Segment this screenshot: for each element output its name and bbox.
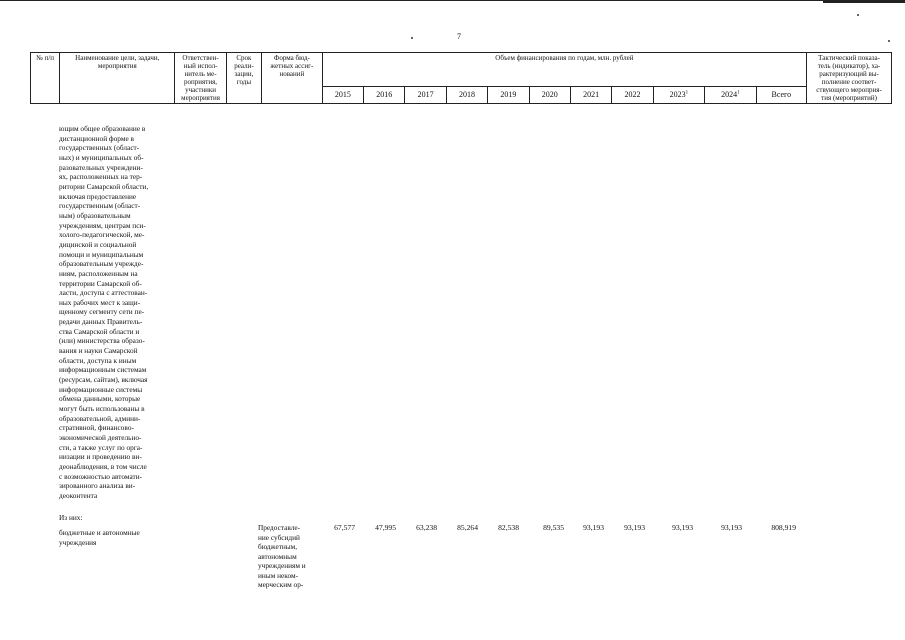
description-line: образовательным учрежде- [59, 259, 144, 269]
description-line: холого-педагогической, ме- [59, 230, 145, 240]
description-line: низации и проведению ви- [59, 452, 142, 462]
description-line: дистанционной форме в [59, 133, 134, 143]
header-year: 2015 [322, 86, 363, 103]
header-name [60, 53, 175, 104]
description-line: включая предоставление [59, 191, 137, 201]
header-form-line: жетных ассиг- [270, 62, 314, 70]
header-form-line: Форма бюд- [273, 54, 310, 62]
header-year: 2019 [488, 86, 529, 103]
description-line: информационные системы [59, 384, 143, 394]
header-form-line: нований [279, 70, 305, 78]
description-line: экономической деятельно- [59, 433, 142, 442]
description-line: ных рабочих мест к защи- [59, 297, 141, 307]
description-line: деонаблюдения, в том числе [59, 461, 147, 471]
header-total: Всего [756, 86, 807, 103]
header-name-line: мероприятия [97, 62, 137, 70]
header-indicator-line: тия (мероприятий) [821, 94, 877, 102]
header-executor [175, 53, 226, 104]
description-line: (или) министерства образо- [59, 336, 145, 346]
header-budget-form [262, 53, 323, 104]
description-line: ющим общее образование в [59, 124, 146, 133]
description-line: зированного анализа ви- [59, 481, 136, 491]
value-2024: 93,193 [721, 523, 742, 532]
row-form-line: ние субсидий [258, 532, 300, 542]
value-2020: 89,535 [543, 523, 564, 532]
description-line: ным) образовательным [59, 210, 131, 220]
description-line: деоконтента [59, 490, 98, 500]
header-term-line: годы [236, 78, 252, 86]
value-2017: 63,238 [416, 523, 437, 532]
program-table-header [30, 52, 892, 104]
value-total: 808,919 [771, 523, 796, 532]
header-year-label: 2023 [669, 90, 686, 100]
value-2019: 82,538 [498, 523, 519, 532]
row-budget-form [258, 523, 306, 590]
header-year: 2022 [612, 86, 653, 103]
description-line: (ресурсам, сайтам), включая [59, 375, 148, 385]
header-executor-line: мероприятия [181, 94, 220, 102]
row-name [59, 528, 140, 547]
value-2015: 67,577 [334, 523, 355, 532]
header-indicator [807, 53, 892, 104]
value-2023: 93,193 [672, 523, 693, 532]
header-term-line: зации, [234, 70, 254, 78]
header-year: 2020 [529, 86, 570, 103]
scan-speck [411, 37, 413, 39]
description-line: сти, а также услуг по орга- [59, 442, 143, 452]
row-name-line: бюджетные и автономные [59, 528, 140, 537]
description-line: ства Самарской области и [59, 326, 140, 336]
header-indicator-line: тель (индикатор), ха- [817, 62, 881, 70]
header-executor-line: участники [185, 86, 217, 94]
description-line: редачи данных Правитель- [59, 317, 143, 327]
top-rule [0, 0, 905, 1]
description-line: дицинской и социальной [59, 239, 137, 249]
header-year-footnoted [705, 86, 756, 103]
description-line: стративной, финансово- [59, 423, 134, 433]
header-executor-line: роприятия, [184, 78, 218, 86]
header-indicator-line: ствующего мероприя- [816, 86, 882, 94]
header-year: 2017 [405, 86, 446, 103]
description-line: учреждениям, центрам пси- [59, 220, 146, 230]
description-line: щенному сегменту сети пе- [59, 307, 145, 317]
row-form-line: Предоставле- [258, 523, 301, 532]
row-form-line: бюджетным, [258, 542, 298, 551]
header-term [226, 53, 261, 104]
header-executor-line: нитель ме- [184, 70, 217, 78]
top-rule-fragment [823, 0, 905, 3]
header-funding: Объем финансирования по годам, млн. рублей [322, 53, 806, 87]
description-line: территории Самарской об- [59, 278, 142, 288]
description-line: помощи и муниципальным [59, 249, 144, 259]
header-indicator-line: полнение соответ- [821, 78, 877, 86]
header-year: 2021 [570, 86, 611, 103]
footnote-mark: 1 [737, 90, 740, 96]
header-year-footnoted [653, 86, 704, 103]
value-2018: 85,264 [457, 523, 478, 532]
description-line: ритории Самарской области, [59, 181, 149, 191]
description-line: информационным системам [59, 365, 147, 375]
description-line: области, доступа к иным [59, 355, 137, 365]
scan-speck [888, 40, 890, 42]
description-line: ных) и муниципальных об- [59, 152, 144, 162]
header-indicator-line: рактеризующий вы- [819, 70, 879, 78]
description-line: образовательной, админи- [59, 413, 141, 423]
description-line: ласти, доступа с аттестован- [59, 288, 148, 298]
row-form-line: мерческим ор- [258, 580, 304, 589]
description-line: разовательных учреждени- [59, 162, 143, 172]
row-form-line: учреждениям и [258, 561, 306, 570]
header-indicator-line: Тактический показа- [818, 54, 880, 62]
description-line: государственных (област- [59, 143, 140, 153]
description-line: с возможностью автомати- [59, 471, 143, 481]
description-line: ях, расположенных на тер- [59, 172, 143, 182]
header-year: 2016 [364, 86, 405, 103]
row-form-line: автономным [258, 551, 297, 561]
value-2021: 93,193 [583, 523, 604, 532]
header-term-line: реали- [234, 62, 254, 70]
description-line: могут быть использованы в [59, 404, 145, 414]
description-line: вания и науки Самарской [59, 346, 138, 356]
description-line: обмена данными, которые [59, 394, 141, 404]
header-executor-line: ный испол- [183, 62, 218, 70]
row-form-line: иным неком- [258, 570, 299, 580]
activity-description [59, 124, 175, 501]
header-number: № п/п [31, 53, 60, 104]
description-line: ниям, расположенным на [59, 268, 138, 278]
value-2016: 47,995 [375, 523, 396, 532]
of-them-label: Из них: [59, 513, 83, 522]
header-term-line: Срок [236, 54, 252, 62]
value-2022: 93,193 [624, 523, 645, 532]
header-name-line: Наименование цели, задачи, [75, 54, 160, 62]
row-name-line: учреждения [59, 537, 97, 547]
description-line: государственным (област- [59, 201, 141, 211]
scan-speck [857, 14, 859, 16]
header-executor-line: Ответствен- [182, 54, 219, 62]
header-year: 2018 [446, 86, 487, 103]
footnote-mark: 1 [685, 90, 689, 96]
page-number: 7 [457, 32, 461, 41]
header-year-label: 2024 [721, 90, 738, 100]
